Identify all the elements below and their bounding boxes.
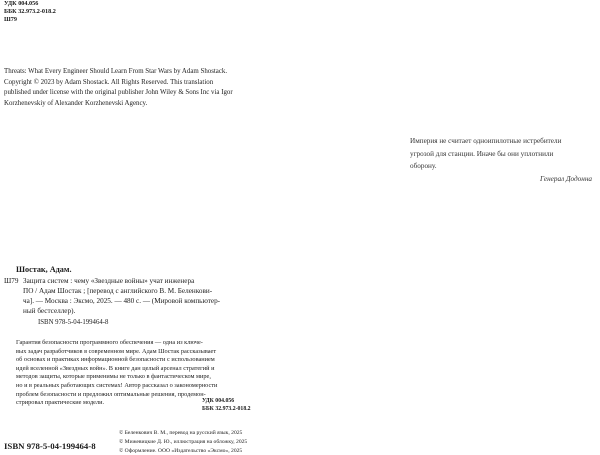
biblio-line: ный бестселлер).	[23, 306, 76, 315]
annotation-line: проблем безопасности и предложил оптимальные решения, продемон-	[16, 390, 206, 398]
isbn-large: ISBN 978-5-04-199464-8	[4, 441, 96, 451]
udk-header-line: ББК 32.973.2-018.2	[4, 8, 56, 15]
udk-header	[4, 0, 56, 24]
epigraph-attribution: Генерал Додонна	[540, 175, 592, 183]
annotation-line: идей вселенной «Звездных войн». В книге дан целый арсенал стратегий и	[16, 364, 215, 372]
license-line: published under license with the original publisher John Wiley & Sons Inc via Igor	[4, 89, 233, 97]
biblio-line: Защита систем : чему «Звездные войны» учат инженера	[23, 277, 195, 285]
catalog-code: Ш79	[4, 277, 19, 285]
epigraph-line: Империя не считает одноипилотные истребители	[410, 137, 562, 145]
udk-footer	[202, 397, 251, 413]
annotation-line: стрировал практические модели.	[16, 399, 105, 407]
udk-footer-line: ББК 32.973.2-018.2	[202, 406, 251, 413]
biblio-line: ча]. — Москва : Эксмо, 2025. — 480 с. — (Мировой компьютер-	[23, 296, 221, 305]
copyright-line: © Мижевицкие Д. Ю., иллюстрация на обложку, 2025	[119, 438, 248, 445]
udk-header-line: Ш79	[4, 16, 17, 23]
copyright-line: © Оформление. ООО «Издательство «Эксмо», 2025	[119, 447, 243, 454]
epigraph-line: оборону.	[410, 162, 437, 170]
bibliographic-entry	[23, 277, 220, 317]
license-line: Threats: What Every Engineer Should Learn From Star Wars by Adam Shostack.	[4, 68, 228, 75]
license-line: Copyright © 2023 by Adam Shostack. All Rights Reserved. This translation	[4, 78, 214, 86]
annotation-line: Гарантия безопасности программного обеспечения — одна из ключе-	[16, 339, 203, 346]
license-block	[4, 67, 233, 109]
annotation-line: об основах и практиках информационной безопасности с использованием	[16, 356, 215, 364]
right-page	[300, 0, 600, 455]
author-heading: Шостак, Адам.	[16, 265, 72, 274]
annotation-line: методов защиты, которые применимы не только в фантастическом мире,	[16, 373, 211, 381]
udk-footer-line: УДК 004.056	[202, 398, 235, 404]
annotation-line: вых задач разработчиков в современном мире. Адам Шостак рассказывает	[16, 347, 217, 355]
epigraph-line: угрозой для станции. Иначе бы они уплотнили	[410, 149, 554, 158]
copyright-line: © Беленкович В. М., перевод на русский язык, 2025	[119, 430, 243, 436]
udk-header-line: УДК 004.056	[4, 0, 39, 7]
annotation	[16, 339, 217, 408]
biblio-line: ПО / Адам Шостак ; [перевод с английского В. М. Беленкови-	[23, 286, 213, 295]
epigraph	[410, 135, 561, 173]
copyright-block	[119, 429, 247, 455]
isbn-small: ISBN 978-5-04-199464-8	[38, 319, 109, 326]
license-line: Korzhenevskiy of Alexander Korzhenevski Agency.	[4, 99, 148, 107]
annotation-line: но и в реальных работающих системах! Автор рассказал о закономерности	[16, 381, 218, 389]
